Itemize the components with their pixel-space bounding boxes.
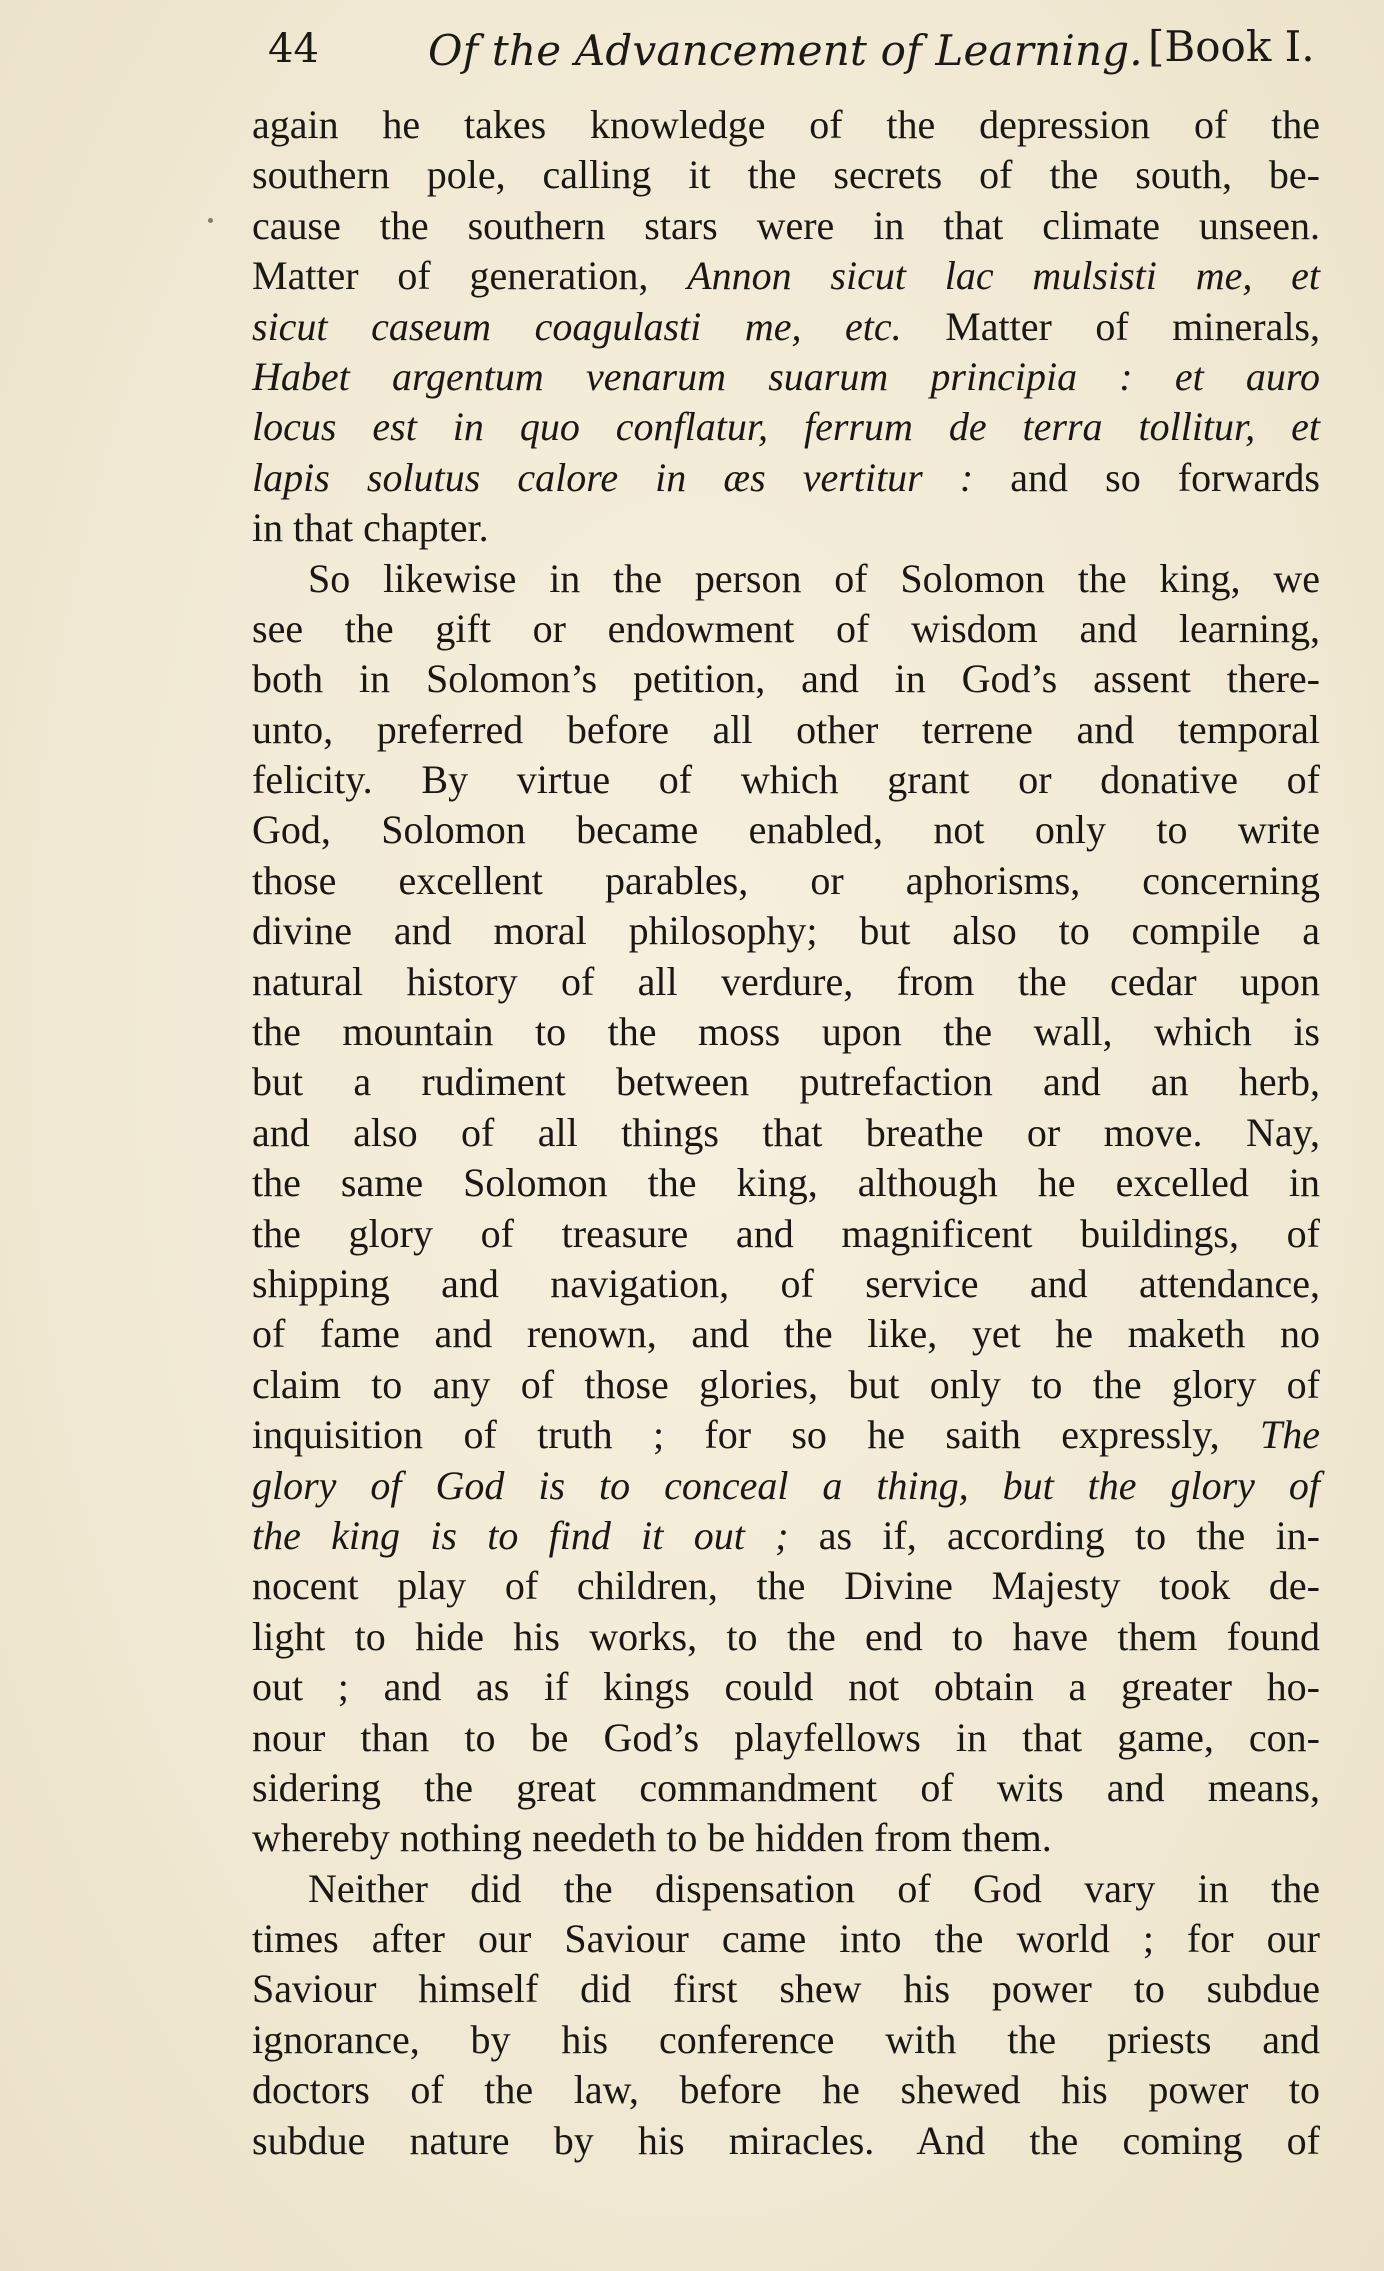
text-line: unto, preferred before all other terrene and temporal — [252, 706, 1320, 752]
text-span: and so forwards — [1010, 454, 1320, 500]
text-line — [252, 251, 1320, 301]
text-line: times after our Saviour came into the world ; for our — [252, 1916, 1320, 1962]
text-line: ignorance, by his conference with the priests and — [252, 2016, 1320, 2062]
text-span: Matter of minerals, — [945, 303, 1321, 349]
text-line: sidering the great commandment of wits and means, — [252, 1764, 1320, 1810]
text-span: Matter of generation, — [252, 253, 649, 299]
text-line: cause the southern stars were in that climate unseen. — [252, 202, 1320, 248]
book-reference: [Book I. — [1148, 22, 1315, 71]
text-span: inquisition of truth ; for so he saith expressly, — [252, 1412, 1220, 1458]
text-line: So likewise in the person of Solomon the king, we — [308, 555, 1320, 601]
text-line: doctors of the law, before he shewed his power to — [252, 2067, 1320, 2113]
scripture-quote: the king is to find it out ; — [252, 1512, 789, 1558]
text-line: southern pole, calling it the secrets of the south, be- — [252, 152, 1320, 198]
text-span: as if, according to the in- — [818, 1512, 1321, 1558]
text-line: nocent play of children, the Divine Majesty took de- — [252, 1563, 1320, 1609]
text-line: but a rudiment between putrefaction and an herb, — [252, 1059, 1320, 1105]
text-line: the glory of treasure and magnificent buildings, of — [252, 1210, 1320, 1256]
body-text — [252, 100, 1320, 2166]
text-line: again he takes knowledge of the depression of the — [252, 102, 1320, 147]
text-line: those excellent parables, or aphorisms, concerning — [252, 857, 1320, 903]
latin-quote: Habet argentum venarum suarum principia : et auro — [252, 353, 1320, 399]
stray-ink-mark — [208, 218, 213, 223]
text-line: both in Solomon’s petition, and in God’s assent there- — [252, 656, 1320, 702]
text-line: see the gift or endowment of wisdom and learning, — [252, 605, 1320, 651]
text-line: shipping and navigation, of service and attendance, — [252, 1260, 1320, 1306]
text-line: whereby nothing needeth to be hidden from them. — [252, 1815, 1052, 1861]
latin-quote: locus est in quo conflatur, ferrum de terra tollitur, et — [252, 404, 1320, 450]
text-line — [252, 402, 1320, 452]
text-line: nour than to be God’s playfellows in that game, con- — [252, 1714, 1320, 1760]
page-number: 44 — [268, 26, 319, 72]
latin-quote: sicut caseum coagulasti me, etc. — [252, 303, 902, 349]
text-line: the mountain to the moss upon the wall, which is — [252, 1009, 1320, 1055]
text-line: Saviour himself did first shew his power to subdue — [252, 1966, 1320, 2012]
text-line — [252, 1461, 1320, 1511]
latin-quote: Annon sicut lac mulsisti me, et — [687, 253, 1321, 299]
text-line: and also of all things that breathe or move. Nay, — [252, 1109, 1320, 1155]
text-line: out ; and as if kings could not obtain a greater ho- — [252, 1664, 1320, 1710]
text-line: in that chapter. — [252, 505, 489, 551]
text-line: subdue nature by his miracles. And the coming of — [252, 2117, 1320, 2163]
text-line — [252, 1511, 1320, 1561]
text-line: God, Solomon became enabled, not only to write — [252, 807, 1320, 853]
text-line — [252, 453, 1320, 503]
text-line: Neither did the dispensation of God vary in the — [308, 1865, 1320, 1911]
text-line: the same Solomon the king, although he excelled in — [252, 1160, 1320, 1206]
scripture-quote: The — [1260, 1412, 1320, 1458]
text-line: claim to any of those glories, but only to the glory of — [252, 1361, 1320, 1407]
latin-quote: lapis solutus calore in æs vertitur : — [252, 454, 974, 500]
text-line: natural history of all verdure, from the cedar upon — [252, 958, 1320, 1004]
text-line — [252, 1410, 1320, 1460]
text-line: light to hide his works, to the end to have them found — [252, 1613, 1320, 1659]
running-title: Of the Advancement of Learning. — [428, 26, 1143, 75]
text-line: of fame and renown, and the like, yet he maketh no — [252, 1311, 1320, 1357]
text-line — [252, 302, 1320, 352]
text-line: divine and moral philosophy; but also to compile a — [252, 908, 1320, 954]
text-line: felicity. By virtue of which grant or donative of — [252, 757, 1320, 803]
scripture-quote: glory of God is to conceal a thing, but the glory of — [252, 1462, 1320, 1508]
page-header — [268, 22, 1328, 102]
text-line — [252, 352, 1320, 402]
